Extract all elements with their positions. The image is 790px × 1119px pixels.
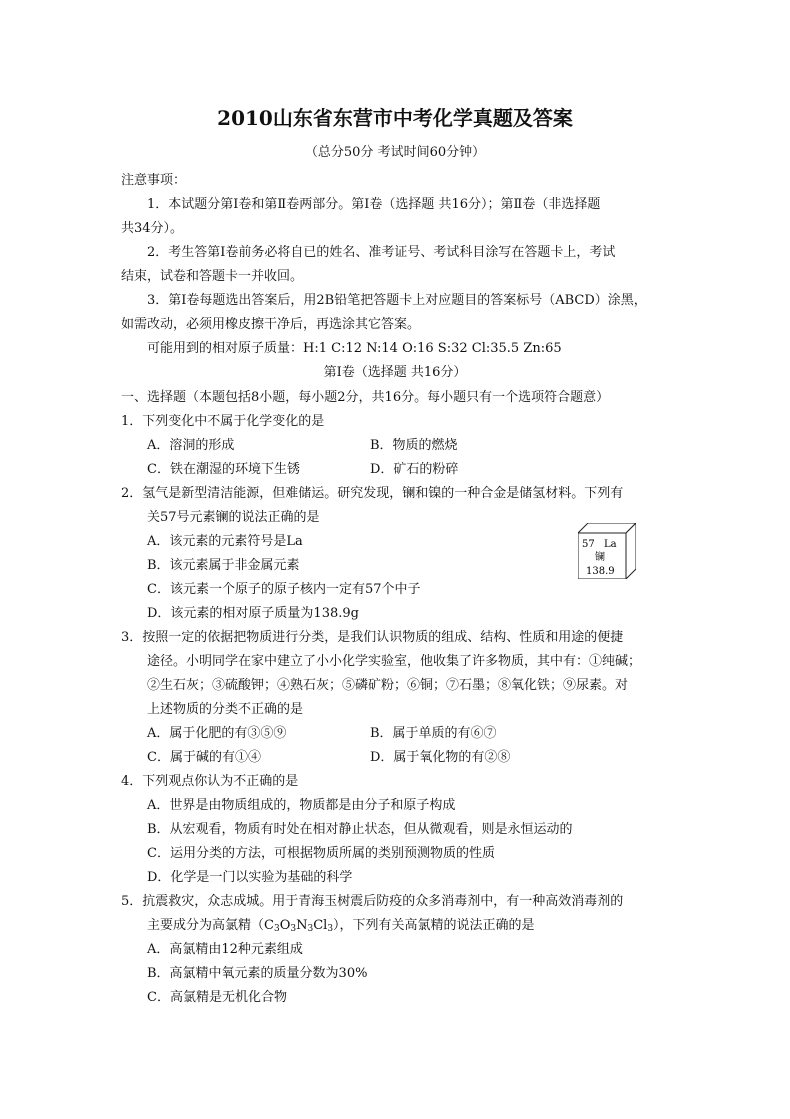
q2-stem: 2．氢气是新型清洁能源，但难储运。研究发现，镧和镍的一种合金是储氢材料。下列有	[121, 486, 624, 501]
q5-option-c: C．高氯精是无机化合物	[147, 990, 287, 1005]
q3-stem-cont-3: 上述物质的分类不正确的是	[147, 702, 304, 717]
q1-option-b: B．物质的燃烧	[370, 438, 458, 453]
page-title: 2010山东省东营市中考化学真题及答案	[217, 106, 573, 130]
q2-stem-cont: 关57号元素镧的说法正确的是	[147, 510, 320, 525]
q4-option-a: A．世界是由物质组成的，物质都是由分子和原子构成	[147, 798, 456, 813]
q5-option-a: A．高氯精由12种元素组成	[147, 942, 303, 957]
formula-sub-c: 3	[273, 924, 280, 934]
element-number: 57	[582, 539, 595, 550]
section-instructions: 一、选择题（本题包括8小题，每小题2分，共16分。每小题只有一个选项符合题意）	[121, 390, 610, 405]
element-tile-lanthanum	[578, 523, 636, 579]
formula-sub-cl: 3	[327, 924, 334, 934]
q4-option-d: D．化学是一门以实验为基础的科学	[147, 870, 353, 885]
q2-option-a: A．该元素的元素符号是La	[147, 534, 303, 549]
section-heading: 第Ⅰ卷（选择题 共16分）	[323, 365, 467, 380]
notice-item-3: 3．第Ⅰ卷每题选出答案后，用2B铅笔把答题卡上对应题目的答案标号（ABCD）涂黑，	[147, 293, 647, 308]
q2-option-c: C．该元素一个原子的原子核内一定有57个中子	[147, 582, 421, 597]
q4-stem: 4．下列观点你认为不正确的是	[121, 774, 299, 789]
notice-item-3-cont: 如需改动，必须用橡皮擦干净后，再选涂其它答案。	[121, 317, 421, 332]
q3-option-c: C．属于碱的有①④	[147, 750, 261, 765]
notice-item-1-cont: 共34分）。	[121, 221, 184, 236]
q5-stem-cont	[147, 916, 535, 939]
q5-option-b: B．高氯精中氧元素的质量分数为30%	[147, 966, 368, 981]
element-tile-graphic	[578, 523, 636, 579]
formula-sub-n: 3	[307, 924, 314, 934]
q3-option-b: B．属于单质的有⑥⑦	[370, 726, 497, 741]
notice-item-2: 2．考生答第Ⅰ卷前务必将自已的姓名、准考证号、考试科目涂写在答题卡上，考试	[147, 245, 616, 260]
element-mass: 138.9	[586, 566, 615, 577]
q3-stem: 3．按照一定的依据把物质进行分类，是我们认识物质的组成、结构、性质和用途的便捷	[121, 630, 624, 645]
q1-option-a: A．溶洞的形成	[147, 438, 235, 453]
element-symbol: La	[604, 539, 617, 550]
notice-item-1: 1．本试题分第Ⅰ卷和第Ⅱ卷两部分。第Ⅰ卷（选择题 共16分）；第Ⅱ卷（非选择题	[147, 197, 601, 212]
q1-option-d: D．矿石的粉碎	[370, 462, 459, 477]
q4-option-c: C．运用分类的方法，可根据物质所属的类别预测物质的性质	[147, 846, 495, 861]
q5-stem: 5．抗震救灾，众志成城。用于青海玉树震后防疫的众多消毒剂中，有一种高效消毒剂的	[121, 894, 624, 909]
q3-stem-cont-1: 途径。小明同学在家中建立了小小化学实验室，他收集了许多物质，其中有：①纯碱；	[147, 654, 642, 669]
q3-option-d: D．属于氧化物的有②⑧	[370, 750, 511, 765]
atomic-masses: 可能用到的相对原子质量：H:1 C:12 N:14 O:16 S:32 Cl:35.5 Zn:65	[147, 341, 562, 356]
element-name: 镧	[595, 552, 605, 563]
notice-item-2-cont: 结束，试卷和答题卡一并收回。	[121, 269, 304, 284]
q1-option-c: C．铁在潮湿的环境下生锈	[147, 462, 300, 477]
q1-stem: 1．下列变化中不属于化学变化的是	[121, 414, 325, 429]
q3-option-a: A．属于化肥的有③⑤⑨	[147, 726, 287, 741]
formula-cl: Cl	[313, 918, 328, 933]
notice-heading: 注意事项：	[121, 173, 187, 188]
formula-o: O	[279, 918, 291, 933]
q3-stem-cont-2: ②生石灰；③硫酸钾；④熟石灰；⑤磷矿粉；⑥铜；⑦石墨；⑧氧化铁；⑨尿素。对	[147, 678, 629, 693]
formula-n: N	[296, 918, 308, 933]
q5-stem-prefix: 主要成分为高氯精（C	[147, 918, 274, 933]
q2-option-d: D．该元素的相对原子质量为138.9g	[147, 606, 359, 621]
q2-option-b: B．该元素属于非金属元素	[147, 558, 300, 573]
formula-sub-o: 3	[290, 924, 297, 934]
page-subtitle: （总分50分 考试时间60分钟）	[304, 145, 486, 160]
q5-stem-suffix: ），下列有关高氯精的说法正确的是	[333, 918, 535, 933]
q4-option-b: B．从宏观看，物质有时处在相对静止状态，但从微观看，则是永恒运动的	[147, 822, 573, 837]
